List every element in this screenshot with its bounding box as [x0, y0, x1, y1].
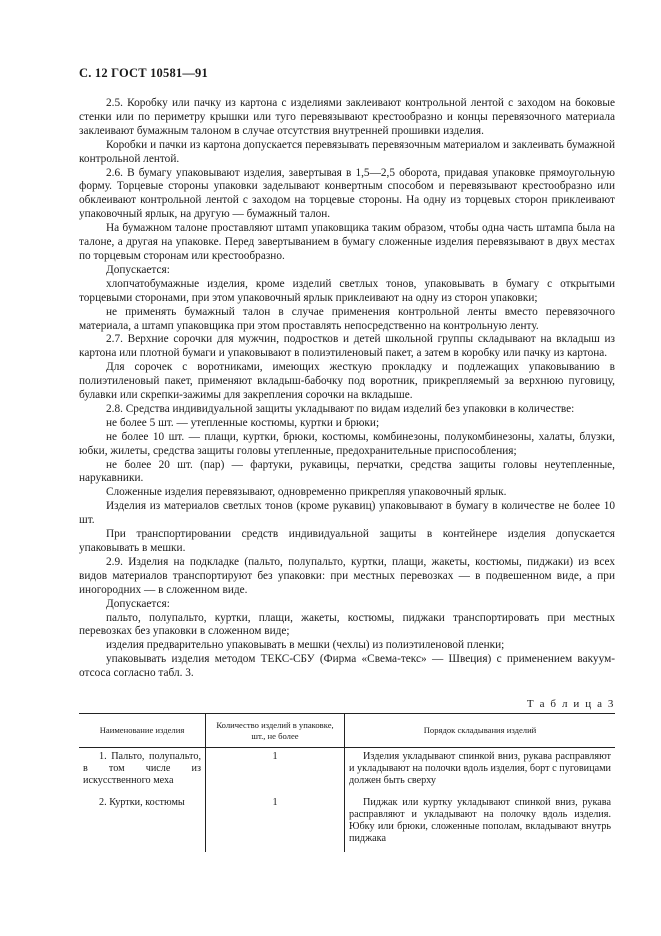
- paragraph: пальто, полупальто, куртки, плащи, жакеты, костюмы, пиджаки транспортировать при местных перевозках без упаковки в сложенном виде;: [79, 611, 615, 638]
- folding-table: [79, 713, 615, 852]
- paragraph: На бумажном талоне проставляют штамп упаковщика таким образом, чтобы одна часть штампа была на талоне, а другая на упаковке. Перед завертыванием в бумагу сложенные изделия перевязывают в двух местах по торцевым сторонам или крестообразно.: [79, 222, 615, 262]
- column-header-qty: Количество изделий в упаковке, шт., не более: [206, 714, 345, 748]
- table-cell-order: Пиджак или куртку укладывают спинкой вниз, рукава расправляют и укладывают на полочку вдоль изделия. Юбку или брюки, сложенные пополам, вкладывают внутрь пиджака: [345, 794, 616, 852]
- column-header-name: Наименование изделия: [79, 714, 206, 748]
- paragraph: Допускается:: [106, 263, 170, 276]
- paragraph: Сложенные изделия перевязывают, одновременно прикрепляя упаковочный ярлык.: [106, 486, 507, 499]
- table-cell-qty: 1: [206, 794, 345, 852]
- paragraph: не более 10 шт. — плащи, куртки, брюки, костюмы, комбинезоны, полукомбинезоны, халаты, блузки, юбки, жилеты, средства защиты головы утепленные, предохранительные приспособления;: [79, 430, 615, 457]
- table-cell-name: 2. Куртки, костюмы: [99, 797, 185, 808]
- paragraph: При транспортировании средств индивидуальной защиты в контейнере изделия допускается упаковывать в мешки.: [79, 528, 615, 554]
- paragraph: Допускается:: [106, 597, 170, 610]
- paragraph-2-9: 2.9. Изделия на подкладке (пальто, полупальто, куртки, плащи, жакеты, костюмы, пиджаки) из всех видов материалов транспортируют без упаковки: при местных перевозках — в подвешенном виде, а при иногородних — в сложенном виде.: [79, 555, 615, 596]
- paragraph: не более 5 шт. — утепленные костюмы, куртки и брюки;: [106, 416, 380, 429]
- table-cell-qty: 1: [206, 748, 345, 795]
- paragraph: Изделия из материалов светлых тонов (кроме рукавиц) упаковывают в бумагу в количестве не более 10 шт.: [79, 500, 615, 527]
- paragraph-2-8: 2.8. Средства индивидуальной защиты укладывают по видам изделий без упаковки в количестве:: [106, 402, 575, 415]
- page-header: С. 12 ГОСТ 10581—91: [79, 66, 208, 80]
- paragraph: изделия предварительно упаковывать в мешки (чехлы) из полиэтиленовой пленки;: [106, 639, 505, 652]
- table-row: [79, 794, 615, 852]
- table-header-row: [79, 714, 615, 748]
- table-cell-name: 1. Пальто, полупальто, в том числе из искусственного меха: [83, 751, 201, 786]
- paragraph: Для сорочек с воротниками, имеющих жесткую прокладку и подлежащих упаковыванию в полиэтиленовый пакет, применяют вкладыш-бабочку под воротник, прикрепляемый за верхнюю пуговицу, булавки или скрепки-зажимы для закрепления сорочки на вкладыше.: [79, 361, 615, 402]
- paragraph-2-6: 2.6. В бумагу упаковывают изделия, завертывая в 1,5—2,5 оборота, придавая упаковке прямоугольную форму. Торцевые стороны упаковки заделывают конвертным способом и перевязывают крестообразно или обклеивают контрольной лентой с заходом на торцевые стороны. На одну из торцевых сторон приклеивают упаковочный ярлык, на другую — бумажный талон.: [79, 166, 615, 221]
- table-caption: Т а б л и ц а 3: [526, 698, 615, 710]
- paragraph: Коробки и пачки из картона допускается перевязывать перевязочным материалом и заклеивать бумажной контрольной лентой.: [79, 138, 615, 165]
- document-body: [79, 97, 615, 681]
- column-header-order: Порядок складывания изделий: [345, 714, 616, 748]
- paragraph-2-5: 2.5. Коробку или пачку из картона с изделиями заклеивают контрольной лентой с заходом на боковые стенки или по периметру крышки или туго перевязывают крестообразно и концы перевязочного материала заклеивают бумажным талоном в случае отсутствия внутренней прошивки изделия.: [79, 97, 615, 137]
- paragraph: не более 20 шт. (пар) — фартуки, рукавицы, перчатки, средства защиты головы неутепленные, нарукавники.: [79, 458, 615, 485]
- paragraph-2-7: 2.7. Верхние сорочки для мужчин, подростков и детей школьной группы складывают на вкладыш из картона или плотной бумаги и упаковывают в полиэтиленовый пакет, а затем в коробку или пачку из картона.: [79, 333, 615, 360]
- table-cell-order: Изделия укладывают спинкой вниз, рукава расправляют и укладывают на полочки вдоль изделия, борт с пуговицами должен быть сверху: [345, 748, 616, 795]
- paragraph: хлопчатобумажные изделия, кроме изделий светлых тонов, упаковывать в бумагу с открытыми торцевыми сторонами, при этом упаковочный ярлык приклеивают на одну из сторон упаковки;: [79, 277, 615, 304]
- table-row: [79, 748, 615, 795]
- paragraph: упаковывать изделия методом ТЕКС-СБУ (Фирма «Свема-текс» — Швеция) с применением вакуум-отсоса согласно табл. 3.: [79, 653, 615, 680]
- paragraph: не применять бумажный талон в случае применения контрольной ленты вместо перевязочного материала, а штамп упаковщика при этом проставлять непосредственно на контрольную ленту.: [79, 305, 615, 332]
